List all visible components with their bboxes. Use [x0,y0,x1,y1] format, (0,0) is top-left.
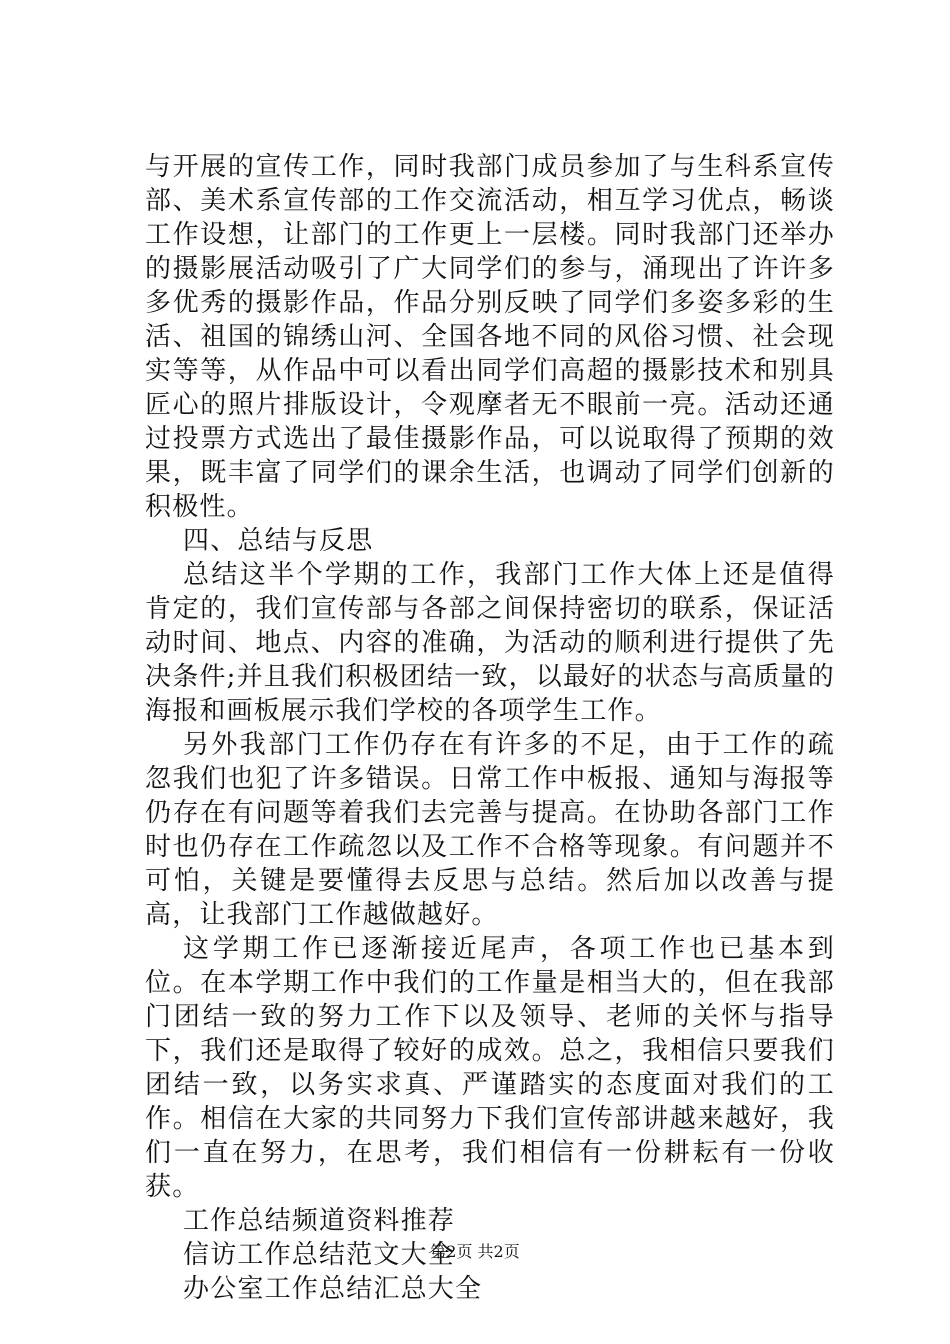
section-heading: 四、总结与反思 [183,526,374,556]
link-petition-work-summary[interactable]: 信访工作总结范文大全 [183,1240,456,1270]
page-number-footer: 第2页 共2页 [430,1242,520,1261]
document-body [145,150,835,1306]
paragraph-summary: 总结这半个学期的工作，我部门工作大体上还是值得肯定的，我们宣传部与各部之间保持密切的联系，保证活动时间、地点、内容的准确，为活动的顺利进行提供了先决条件;并且我们积极团结一致，以最好的状态与高质量的海报和画板展示我们学校的各项学生工作。 [145,560,835,726]
paragraph-continued: 与开展的宣传工作，同时我部门成员参加了与生科系宣传部、美术系宣传部的工作交流活动，相互学习优点，畅谈工作设想，让部门的工作更上一层楼。同时我部门还举办的摄影展活动吸引了广大同学们的参与，涌现出了许许多多优秀的摄影作品，作品分别反映了同学们多姿多彩的生活、祖国的锦绣山河、全国各地不同的风俗习惯、社会现实等等，从作品中可以看出同学们高超的摄影技术和别具匠心的照片排版设计，令观摩者无不眼前一亮。活动还通过投票方式选出了最佳摄影作品，可以说取得了预期的效果，既丰富了同学们的课余生活，也调动了同学们创新的积极性。 [145,152,835,522]
paragraph-conclusion: 这学期工作已逐渐接近尾声，各项工作也已基本到位。在本学期工作中我们的工作量是相当大的，但在我部门团结一致的努力工作下以及领导、老师的关怀与指导下，我们还是取得了较好的成效。总之，我相信只要我们团结一致，以务实求真、严谨踏实的态度面对我们的工作。相信在大家的共同努力下我们宣传部讲越来越好，我们一直在努力，在思考，我们相信有一份耕耘有一份收获。 [145,934,835,1202]
link-work-summary-channel[interactable]: 工作总结频道资料推荐 [183,1206,456,1236]
paragraph-shortcomings: 另外我部门工作仍存在有许多的不足，由于工作的疏忽我们也犯了许多错误。日常工作中板报、通知与海报等仍存在有问题等着我们去完善与提高。在协助各部门工作时也仍存在工作疏忽以及工作不合格等现象。有问题并不可怕，关键是要懂得去反思与总结。然后加以改善与提高，让我部门工作越做越好。 [145,730,835,930]
link-office-work-summary[interactable]: 办公室工作总结汇总大全 [183,1274,483,1304]
